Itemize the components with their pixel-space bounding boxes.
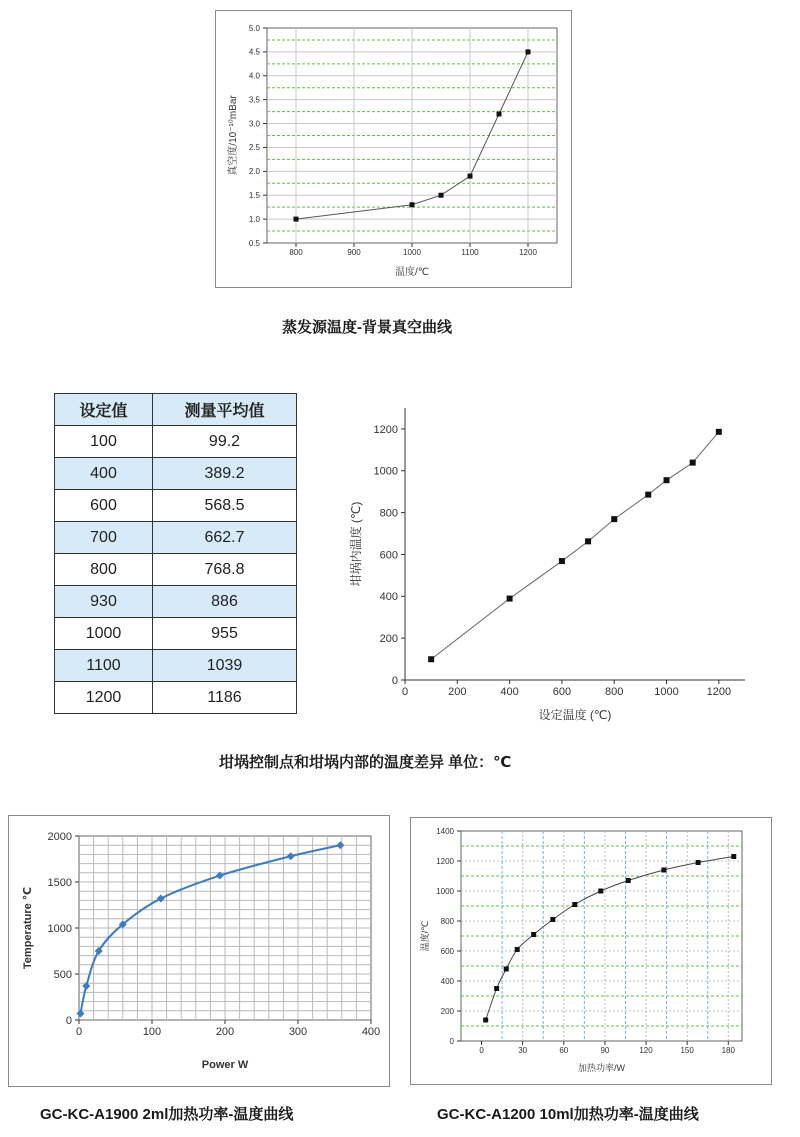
x-tick-label: 200 [215,1026,235,1038]
data-point [507,596,513,602]
chart1-caption: 蒸发源温度-背景真空曲线 [282,319,452,336]
x-tick-label: 0 [401,686,409,698]
data-point [611,516,617,522]
x-tick-label: 1000 [403,248,421,257]
x-tick-label: 150 [680,1046,694,1055]
table-cell-measured: 99.2 [153,426,297,458]
table-row [55,522,297,554]
x-tick-label: 400 [500,686,519,698]
data-point [468,174,473,179]
table-cell-measured: 568.5 [153,490,297,522]
x-tick-label: 1000 [654,686,679,698]
y-axis-label: 温度/℃ [420,920,430,952]
x-tick-label: 300 [288,1026,308,1038]
table-cell-setpoint: 400 [55,458,153,490]
x-axis-label: Power W [201,1059,249,1071]
data-point [494,986,499,991]
chart4-caption: GC-KC-A1200 10ml加热功率-温度曲线 [437,1106,699,1123]
data-point [572,902,577,907]
x-tick-label: 800 [605,686,624,698]
table-cell-measured: 886 [153,586,297,618]
y-tick-label: 1400 [436,826,454,836]
x-tick-label: 120 [639,1046,653,1055]
table-cell-measured: 389.2 [153,458,297,490]
data-point [410,202,415,207]
chart4-frame [410,817,772,1085]
table-cell-setpoint: 700 [55,522,153,554]
data-point [531,932,536,937]
table-cell-setpoint: 1100 [55,650,153,682]
chart4-a1200-power-temperature [411,818,771,1084]
y-tick-label: 2000 [47,830,72,843]
table-cell-setpoint: 100 [55,426,153,458]
table-cell-measured: 955 [153,618,297,650]
data-point [504,967,509,972]
data-point [336,841,344,849]
setpoint-table [54,393,297,714]
y-tick-label: 1000 [436,886,454,896]
data-point [287,852,295,860]
y-tick-label: 3.0 [248,119,260,129]
data-point [598,889,603,894]
chart1-frame [215,10,572,288]
x-tick-label: 200 [448,686,467,698]
data-point [716,429,722,435]
x-tick-label: 180 [721,1046,735,1055]
data-point [731,854,736,859]
table-row [55,618,297,650]
x-tick-label: 100 [142,1026,162,1038]
x-tick-label: 1100 [461,248,479,257]
table-cell-setpoint: 930 [55,586,153,618]
table-row [55,426,297,458]
x-tick-label: 30 [518,1046,528,1055]
y-tick-label: 1200 [373,423,398,436]
table-cell-measured: 768.8 [153,554,297,586]
x-tick-label: 600 [552,686,572,698]
y-tick-label: 1.5 [248,191,260,201]
data-point [157,895,165,903]
y-tick-label: 600 [379,549,398,562]
table-cell-setpoint: 600 [55,490,153,522]
y-tick-label: 4.5 [248,47,260,57]
chart3-frame [8,815,390,1087]
y-axis-label: 真空度/10⁻¹⁰mBar [228,95,239,176]
chart3-a1900-power-temperature [9,816,389,1086]
data-point [645,492,651,498]
table-row [55,650,297,682]
y-tick-label: 1000 [47,922,72,935]
y-tick-label: 1000 [373,465,398,478]
x-tick-label: 800 [289,248,303,257]
chart3-caption: GC-KC-A1900 2ml加热功率-温度曲线 [40,1106,294,1123]
y-tick-label: 600 [440,946,454,956]
table-cell-measured: 1186 [153,682,297,714]
y-tick-label: 2.0 [248,167,260,177]
y-tick-label: 0 [65,1014,72,1027]
y-tick-label: 500 [53,968,72,981]
table-row [55,458,297,490]
table-header-setpoint: 设定值 [55,394,153,426]
y-tick-label: 0 [391,674,398,687]
x-axis-label: 温度/℃ [394,267,430,278]
table-cell-measured: 662.7 [153,522,297,554]
table-row [55,554,297,586]
y-tick-label: 400 [379,591,398,604]
data-point [428,656,434,662]
data-point [439,193,444,198]
data-point [515,947,520,952]
y-tick-label: 200 [379,633,398,646]
table-cell-setpoint: 1000 [55,618,153,650]
y-tick-label: 4.0 [248,71,260,81]
table-row [55,490,297,522]
data-point [550,917,555,922]
y-tick-label: 1200 [436,856,454,866]
y-tick-label: 0.5 [248,238,260,248]
x-tick-label: 90 [600,1046,610,1055]
y-tick-label: 800 [379,507,398,520]
x-axis-label: 加热功率/W [578,1063,625,1073]
table-header-measured: 测量平均值 [153,394,297,426]
x-tick-label: 60 [559,1046,569,1055]
data-point [497,112,502,117]
data-point [559,558,565,564]
chart1-vacuum-vs-temperature [216,11,571,287]
table-cell-setpoint: 1200 [55,682,153,714]
table-cell-setpoint: 800 [55,554,153,586]
x-tick-label: 0 [75,1026,83,1038]
data-point [661,868,666,873]
data-point [294,217,299,222]
data-point [483,1018,488,1023]
data-point [626,878,631,883]
data-point [585,538,591,544]
x-tick-label: 0 [479,1046,484,1055]
y-tick-label: 800 [440,916,454,926]
data-point [690,460,696,466]
table-header-row [55,394,297,426]
y-axis-label: 坩埚内温度 (℃) [349,501,363,587]
x-tick-label: 900 [347,248,361,257]
x-tick-label: 1200 [706,686,732,698]
table-row [55,682,297,714]
table-cell-measured: 1039 [153,650,297,682]
table-row [55,586,297,618]
y-tick-label: 5.0 [248,23,260,33]
x-tick-label: 400 [361,1026,381,1038]
chart2-crucible-temperature [340,390,760,740]
y-tick-label: 3.5 [248,95,260,105]
series-line [431,432,719,659]
x-tick-label: 1200 [519,248,537,257]
data-point [664,477,670,483]
y-tick-label: 400 [440,976,454,986]
y-tick-label: 1.0 [248,214,260,224]
y-tick-label: 200 [440,1006,454,1016]
y-tick-label: 0 [449,1036,454,1046]
y-axis-label: Temperature ℃ [22,886,34,970]
data-point [526,49,531,54]
data-point [696,860,701,865]
y-tick-label: 2.5 [248,143,260,153]
chart2-caption: 坩埚控制点和坩埚内部的温度差异 单位：℃ [219,754,512,771]
x-axis-label: 设定温度 (℃) [538,708,612,722]
y-tick-label: 1500 [47,876,72,889]
